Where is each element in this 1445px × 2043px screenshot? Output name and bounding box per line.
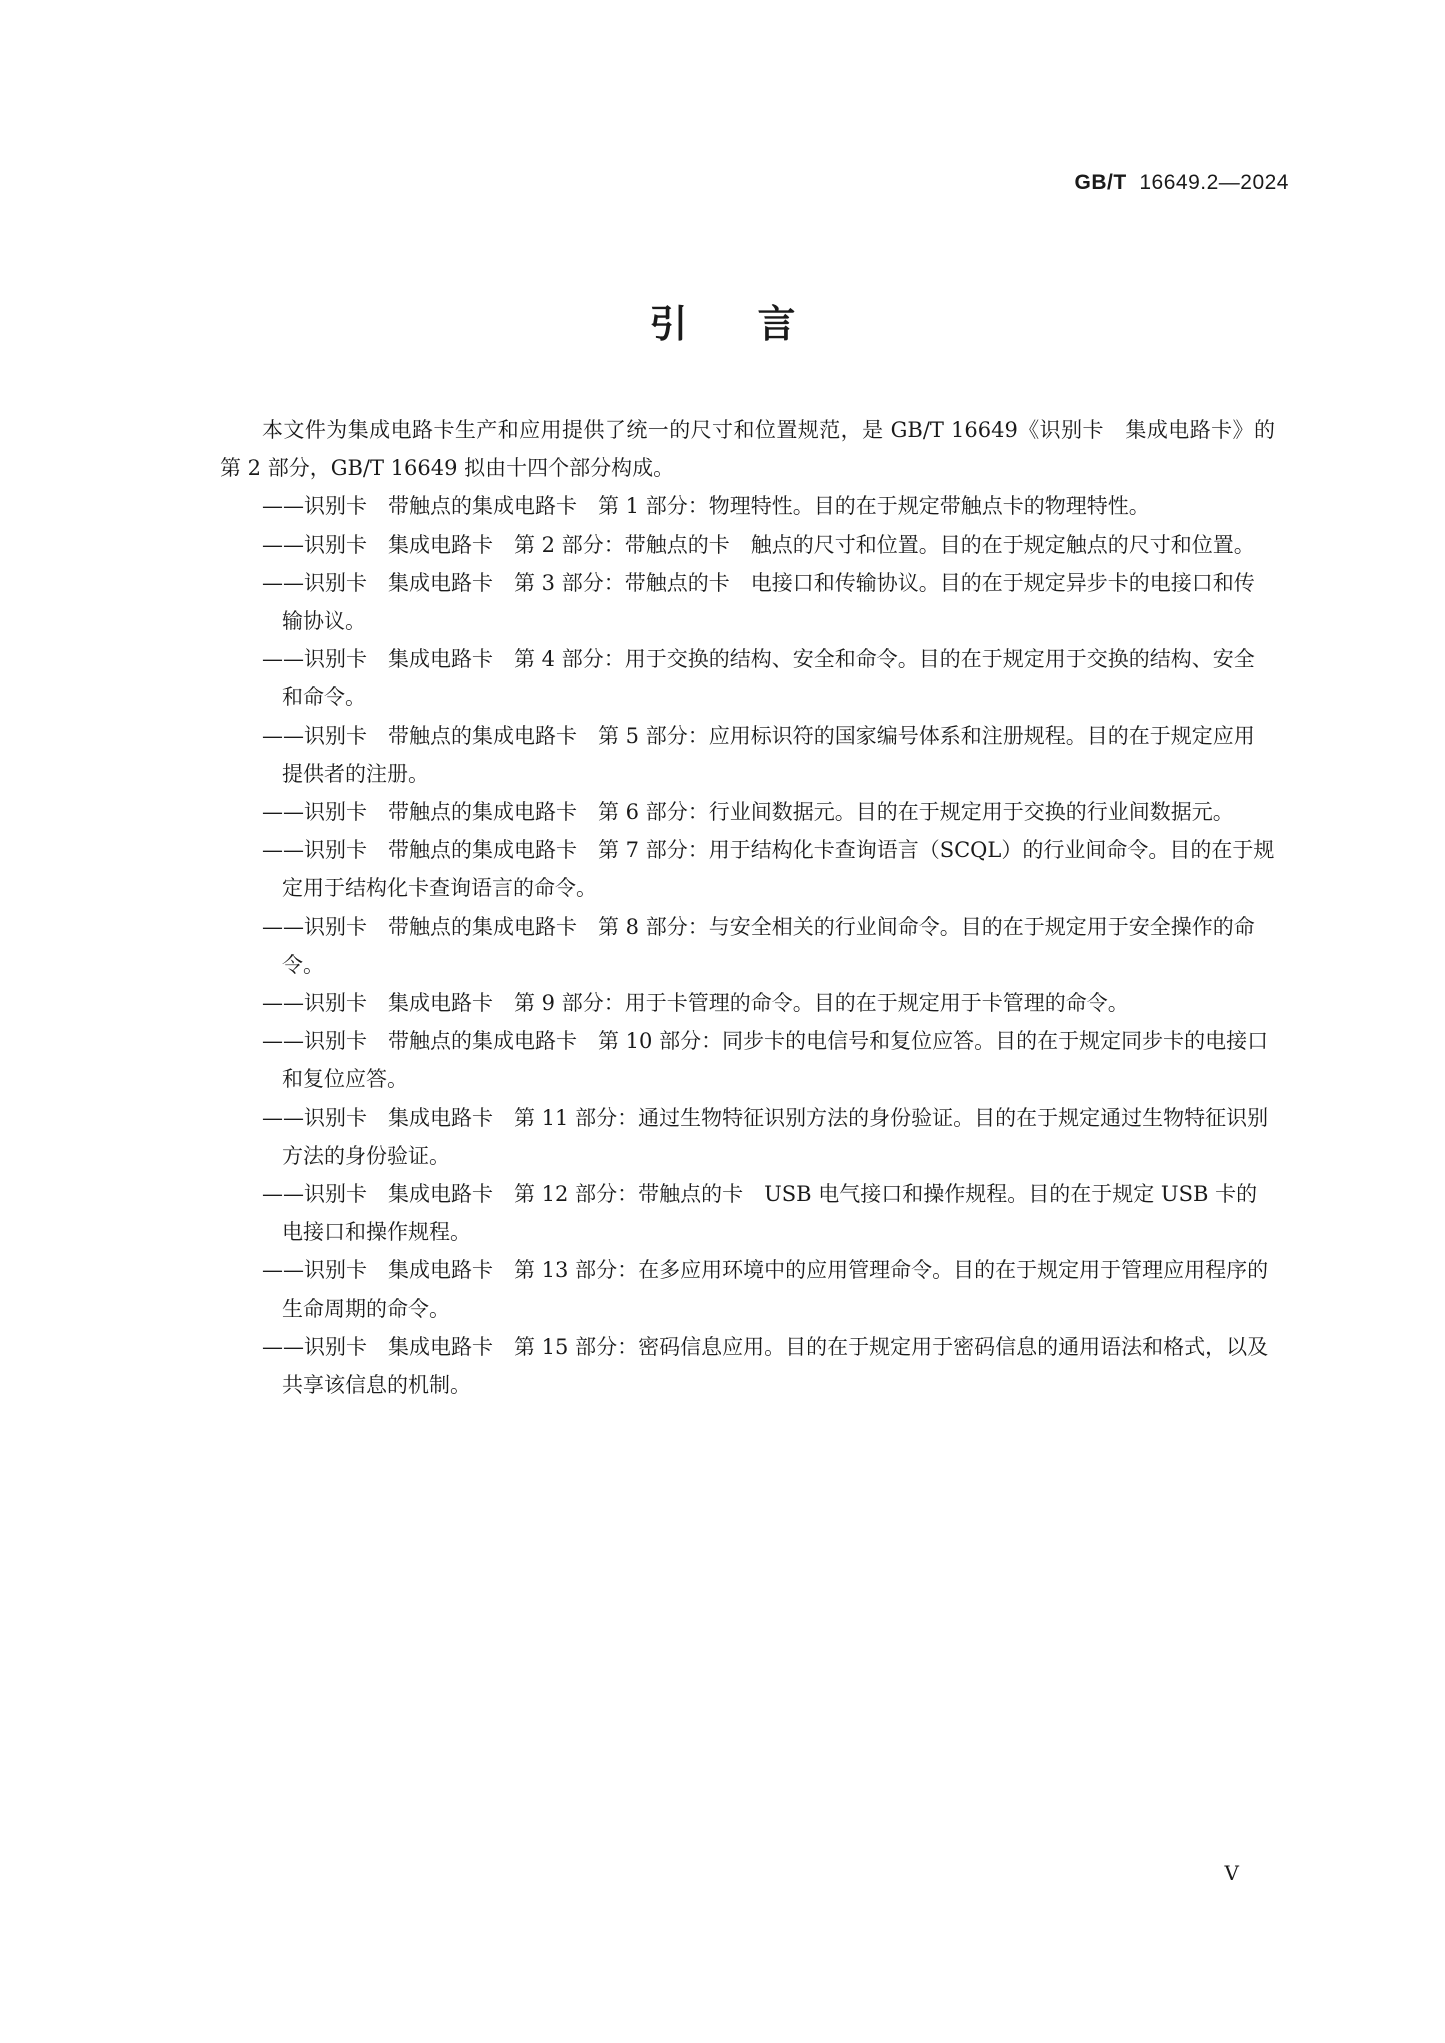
list-item [220,1175,1275,1251]
list-item-text: ——识别卡 带触点的集成电路卡 第 1 部分：物理特性。目的在于规定带触点卡的物理特性。 [262,494,1150,519]
list-item-text: ——识别卡 带触点的集成电路卡 第 6 部分：行业间数据元。目的在于规定用于交换的行业间数据元。 [262,800,1234,825]
list-item-text: ——识别卡 集成电路卡 第 12 部分：带触点的卡 USB 电气接口和操作规程。目的在于规定 USB 卡的电接口和操作规程。 [262,1182,1258,1245]
list-item-text: ——识别卡 集成电路卡 第 4 部分：用于交换的结构、安全和命令。目的在于规定用于交换的结构、安全和命令。 [262,647,1255,710]
list-item [220,793,1275,831]
list-item-text: ——识别卡 集成电路卡 第 15 部分：密码信息应用。目的在于规定用于密码信息的通用语法和格式，以及共享该信息的机制。 [262,1334,1269,1398]
standard-prefix: GB/T [1074,171,1127,194]
list-item [220,984,1275,1022]
list-item [220,717,1275,793]
list-item-text: ——识别卡 带触点的集成电路卡 第 7 部分：用于结构化卡查询语言（SCQL）的行业间命令。目的在于规定用于结构化卡查询语言的命令。 [262,838,1275,901]
list-item [220,1251,1275,1327]
list-item-text: ——识别卡 集成电路卡 第 2 部分：带触点的卡 触点的尺寸和位置。目的在于规定触点的尺寸和位置。 [262,532,1255,557]
list-item-text: ——识别卡 带触点的集成电路卡 第 5 部分：应用标识符的国家编号体系和注册规程。目的在于规定应用提供者的注册。 [262,723,1255,786]
list-item-text: ——识别卡 集成电路卡 第 9 部分：用于卡管理的命令。目的在于规定用于卡管理的命令。 [262,991,1129,1016]
list-item [220,1328,1275,1404]
list-item [220,831,1275,907]
list-item-text: ——识别卡 集成电路卡 第 3 部分：带触点的卡 电接口和传输协议。目的在于规定异步卡的电接口和传输协议。 [262,570,1255,634]
list-item-text: ——识别卡 带触点的集成电路卡 第 10 部分：同步卡的电信号和复位应答。目的在于规定同步卡的电接口和复位应答。 [262,1029,1269,1092]
standard-number: 16649.2—2024 [1139,171,1289,194]
list-item [220,908,1275,984]
list-item [220,564,1275,640]
list-item [220,487,1275,525]
list-item-text: ——识别卡 带触点的集成电路卡 第 8 部分：与安全相关的行业间命令。目的在于规定用于安全操作的命令。 [262,914,1255,977]
list-item [220,526,1275,564]
document-code [1075,171,1289,195]
list-item [220,1099,1275,1175]
parts-list [220,487,1275,1404]
list-item [220,640,1275,716]
page-title: 引言 [649,302,866,346]
document-body [220,411,1275,1404]
list-item-text: ——识别卡 集成电路卡 第 13 部分：在多应用环境中的应用管理命令。目的在于规定用于管理应用程序的生命周期的命令。 [262,1258,1269,1321]
list-item [220,1022,1275,1098]
list-item-text: ——识别卡 集成电路卡 第 11 部分：通过生物特征识别方法的身份验证。目的在于规定通过生物特征识别方法的身份验证。 [262,1105,1269,1168]
intro-paragraph: 本文件为集成电路卡生产和应用提供了统一的尺寸和位置规范，是 GB/T 16649《识别卡 集成电路卡》的第 2 部分，GB/T 16649 拟由十四个部分构成。 [220,418,1275,481]
page-number: V [1224,1861,1239,1885]
